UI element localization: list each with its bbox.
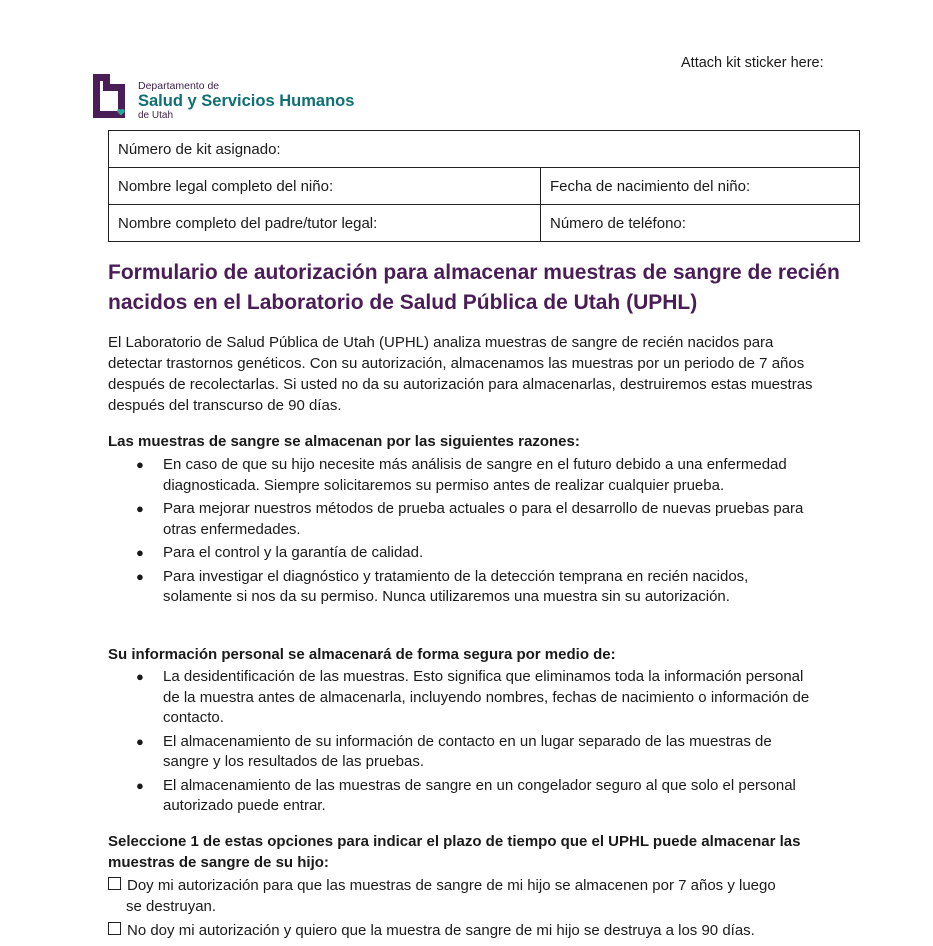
list-item: ● El almacenamiento de su información de contacto en un lugar separado de las muestras de sangre y los resultados de las pruebas. xyxy=(136,732,772,770)
child-dob-field[interactable]: Fecha de nacimiento del niño: xyxy=(541,168,860,205)
kit-number-field[interactable]: Número de kit asignado: xyxy=(109,131,860,168)
option-destroy-90-days[interactable] xyxy=(108,920,848,941)
utah-state-icon xyxy=(92,72,132,120)
option-label: Doy mi autorización para que las muestras de sangre de mi hijo se almacenen por 7 años y luego xyxy=(127,877,776,894)
list-item: ● Para el control y la garantía de calidad. xyxy=(136,544,424,561)
option-label: No doy mi autorización y quiero que la muestra de sangre de mi hijo se destruya a los 90 días. xyxy=(127,922,755,939)
logo-line-2: Salud y Servicios Humanos xyxy=(138,92,355,110)
list-item: ● Para mejorar nuestros métodos de prueba actuales o para el desarrollo de nuevas pruebas para otras enfermedades. xyxy=(136,500,804,538)
logo-line-3: de Utah xyxy=(138,110,174,121)
list-item: ● Para investigar el diagnóstico y tratamiento de la detección temprana en recién nacidos, solamente si nos da su permiso. Nunca utilizaremos una muestra sin su autorización. xyxy=(136,567,749,605)
list-item: ● En caso de que su hijo necesite más análisis de sangre en el futuro debido a una enfermedad diagnosticada. Siempre solicitaremos su permiso antes de realizar cualquier prueba. xyxy=(136,456,787,494)
list-item: ● La desidentificación de las muestras. Esto significa que eliminamos toda la información personal de la muestra antes de almacenarla, incluyendo nombres, fechas de nacimiento o información de contacto. xyxy=(136,668,810,726)
options-heading: Seleccione 1 de estas opciones para indicar el plazo de tiempo que el UPHL puede almacenar las muestras de sangre de su hijo: xyxy=(108,833,801,871)
checkbox[interactable] xyxy=(108,877,121,890)
security-heading: Su información personal se almacenará de forma segura por medio de: xyxy=(108,646,616,663)
child-name-field[interactable]: Nombre legal completo del niño: xyxy=(109,168,541,205)
option-label-cont: se destruyan. xyxy=(126,898,217,915)
security-list xyxy=(136,667,816,820)
reasons-heading: Las muestras de sangre se almacenan por las siguientes razones: xyxy=(108,433,580,450)
agency-logo xyxy=(92,72,382,122)
patient-info-table xyxy=(108,130,860,242)
intro-paragraph: El Laboratorio de Salud Pública de Utah (UPHL) analiza muestras de sangre de recién nacidos para detectar trastornos genéticos. Con su autorización, almacenamos las muestras por un periodo de 7 años después de recolectarlas. Si usted no da su autorización para almacenarlas, destruiremos estas muestras después del transcurso de 90 días. xyxy=(108,334,813,414)
checkbox[interactable] xyxy=(108,922,121,935)
list-item: ● El almacenamiento de las muestras de sangre en un congelador seguro al que solo el personal autorizado puede entrar. xyxy=(136,776,796,814)
phone-field[interactable]: Número de teléfono: xyxy=(541,205,860,242)
logo-line-1: Departamento de xyxy=(138,80,220,92)
form-title: Formulario de autorización para almacenar muestras de sangre de recién nacidos en el Laboratorio de Salud Pública de Utah (UPHL) xyxy=(108,261,840,314)
reasons-list xyxy=(136,455,816,611)
guardian-name-field[interactable]: Nombre completo del padre/tutor legal: xyxy=(109,205,541,242)
option-store-7-years[interactable] xyxy=(108,875,848,917)
kit-sticker-label: Attach kit sticker here: xyxy=(681,55,824,71)
